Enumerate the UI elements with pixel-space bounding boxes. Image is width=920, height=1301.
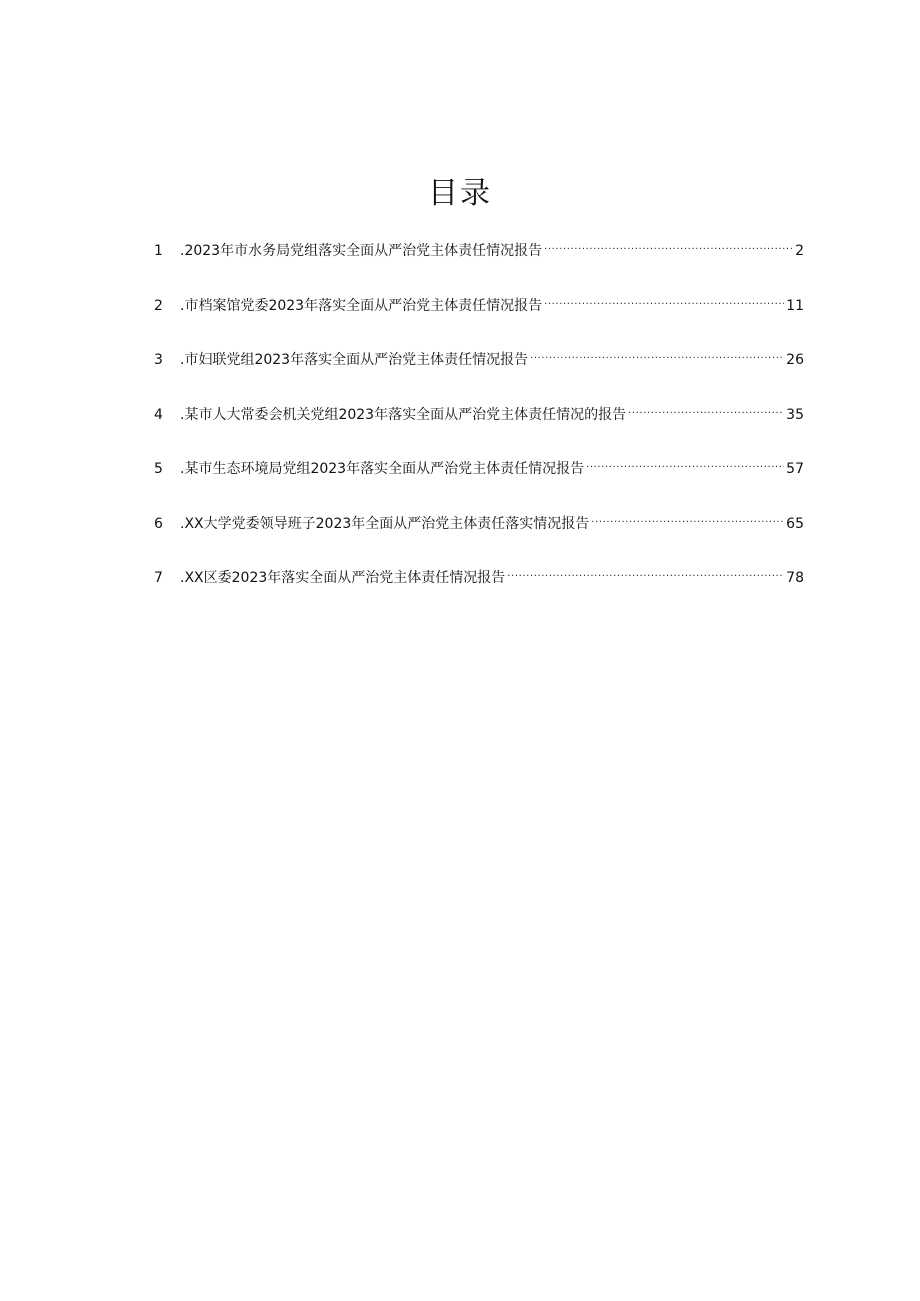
- toc-entry[interactable]: [154, 450, 804, 477]
- toc-list: [154, 232, 804, 614]
- toc-entry-title: .市妇联党组2023年落实全面从严治党主体责任情况报告: [180, 352, 529, 368]
- toc-entry-number: 5: [154, 461, 163, 477]
- toc-entry-number: 7: [154, 570, 163, 586]
- toc-entry-title: .XX大学党委领导班子2023年全面从严治党主体责任落实情况报告: [180, 515, 590, 532]
- toc-entry[interactable]: [154, 559, 804, 586]
- toc-entry-number: 6: [154, 515, 163, 532]
- toc-entry-title: .市档案馆党委2023年落实全面从严治党主体责任情况报告: [180, 297, 543, 314]
- toc-entry-page: 57: [786, 461, 804, 477]
- toc-entry-title: .某市生态环境局党组2023年落实全面从严治党主体责任情况报告: [180, 461, 585, 477]
- toc-entry-number: 1: [154, 243, 163, 259]
- toc-leader-dots: [544, 287, 784, 310]
- toc-entry-title: .XX区委2023年落实全面从严治党主体责任情况报告: [180, 570, 506, 586]
- toc-entry-title: .某市人大常委会机关党组2023年落实全面从严治党主体责任情况的报告: [180, 406, 627, 423]
- toc-entry-title: .2023年市水务局党组落实全面从严治党主体责任情况报告: [180, 243, 543, 259]
- toc-entry[interactable]: [154, 232, 804, 259]
- toc-entry-page: 78: [786, 570, 804, 586]
- toc-entry-number: 2: [154, 297, 163, 314]
- toc-leader-dots: [591, 505, 784, 528]
- toc-entry[interactable]: [154, 505, 804, 532]
- toc-entry-number: 4: [154, 406, 163, 423]
- toc-entry-number: 3: [154, 352, 163, 368]
- toc-leader-dots: [544, 232, 793, 255]
- toc-entry[interactable]: [154, 341, 804, 368]
- toc-entry-page: 11: [786, 297, 804, 314]
- toc-leader-dots: [628, 396, 784, 419]
- toc-entry-page: 65: [786, 515, 804, 532]
- toc-leader-dots: [507, 559, 784, 582]
- toc-entry-page: 35: [786, 406, 804, 423]
- toc-leader-dots: [530, 341, 784, 364]
- toc-title: 目录: [428, 176, 492, 211]
- toc-entry[interactable]: [154, 396, 804, 423]
- toc-leader-dots: [586, 450, 784, 473]
- toc-entry-page: 26: [786, 352, 804, 368]
- toc-entry-page: 2: [795, 243, 804, 259]
- toc-entry[interactable]: [154, 287, 804, 314]
